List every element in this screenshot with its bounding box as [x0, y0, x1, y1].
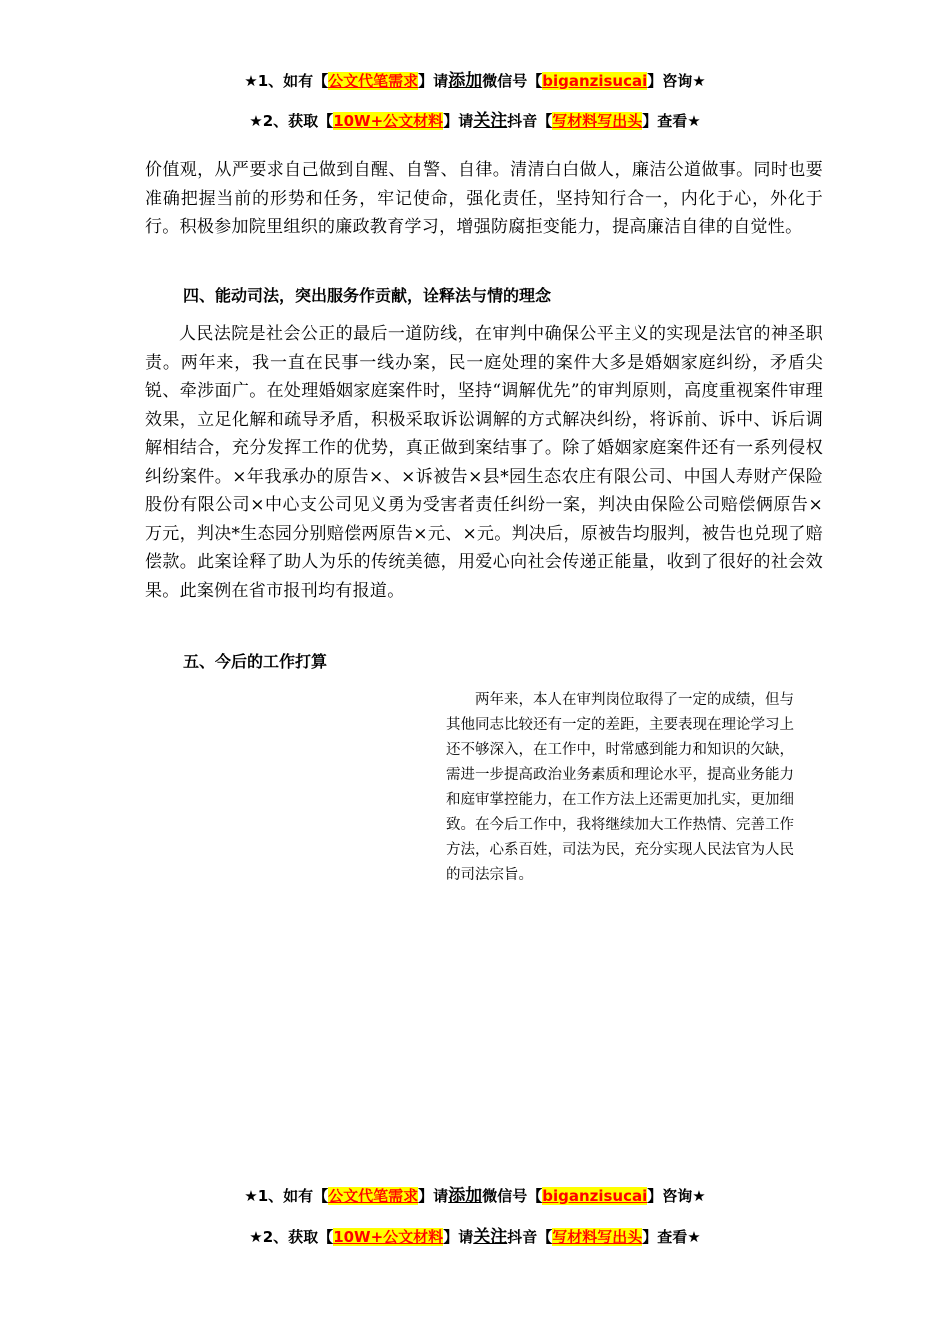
- paragraph-judicial-service: 人民法院是社会公正的最后一道防线，在审判中确保公平主义的实现是法官的神圣职责。两年来，我一直在民事一线办案，民一庭处理的案件大多是婚姻家庭纠纷，矛盾尖锐、牵涉面广。在处理婚姻家庭案件时，坚持“调解优先”的审判原则，高度重视案件审理效果，立足化解和疏导矛盾，积极采取诉讼调解的方式解决纠纷，将诉前、诉中、诉后调解相结合，充分发挥工作的优势，真正做到案结事了。除了婚姻家庭案件还有一系列侵权纠纷案件。×年我承办的原告×、×诉被告×县*园生态农庄有限公司、中国人寿财产保险股份有限公司×中心支公司见义勇为受害者责任纠纷一案，判决由保险公司赔偿俩原告×万元，判决*生态园分别赔偿两原告×元、×元。判决后，原被告均服判，被告也兑现了赔偿款。此案诠释了助人为乐的传统美德，用爱心向社会传递正能量，收到了很好的社会效果。此案例在省市报刊均有报道。: [145, 324, 823, 601]
- promo-banner-bottom-2: [0, 1224, 950, 1250]
- banner-text: 】请: [418, 72, 449, 90]
- banner-text: 微信号【: [482, 72, 543, 90]
- banner-text: 抖音【: [507, 1228, 553, 1246]
- banner-text: 】请: [443, 112, 474, 130]
- banner-text: 微信号【: [482, 1187, 543, 1205]
- banner-text: ★2、获取【: [249, 1228, 334, 1246]
- paragraph-future-plan: 两年来，本人在审判岗位取得了一定的成绩，但与其他同志比较还有一定的差距，主要表现在理论学习上还不够深入，在工作中，时常感到能力和知识的欠缺，需进一步提高政治业务素质和理论水平，提高业务能力和庭审掌控能力，在工作方法上还需更加扎实，更加细致。在今后工作中，我将继续加大工作热情、完善工作方法，心系百姓，司法为民，充分实现人民法官为人民的司法宗旨。: [446, 692, 794, 883]
- banner-text: ★1、如有【: [244, 1187, 329, 1205]
- banner-emphasis: 关注: [473, 1227, 508, 1247]
- highlight-materials: 10W+公文材料: [333, 1228, 444, 1246]
- highlight-douyin-account: 写材料写出头: [552, 112, 643, 130]
- highlight-douyin-account: 写材料写出头: [552, 1228, 643, 1246]
- banner-emphasis: 添加: [448, 1186, 483, 1206]
- banner-text: ★1、如有【: [244, 72, 329, 90]
- promo-banner-bottom-1: [0, 1183, 950, 1209]
- highlight-materials: 10W+公文材料: [333, 112, 444, 130]
- banner-text: 】查看★: [642, 1228, 701, 1246]
- highlight-wechat-id: biganzisucai: [542, 72, 648, 90]
- banner-text: 】请: [418, 1187, 449, 1205]
- banner-text: 】查看★: [642, 112, 701, 130]
- banner-emphasis: 添加: [448, 71, 483, 91]
- banner-text: 】咨询★: [647, 72, 706, 90]
- banner-emphasis: 关注: [473, 111, 508, 131]
- banner-text: 抖音【: [507, 112, 553, 130]
- banner-text: 】请: [443, 1228, 474, 1246]
- banner-text: ★2、获取【: [249, 112, 334, 130]
- highlight-wechat-id: biganzisucai: [542, 1187, 648, 1205]
- highlight-service: 公文代笔需求: [328, 1187, 419, 1205]
- promo-banner-top-2: [0, 108, 950, 134]
- paragraph-integrity: 价值观，从严要求自己做到自醒、自警、自律。清清白白做人，廉洁公道做事。同时也要准确把握当前的形势和任务，牢记使命，强化责任，坚持知行合一，内化于心，外化于行。积极参加院里组织的廉政教育学习，增强防腐拒变能力，提高廉洁自律的自觉性。: [145, 160, 823, 237]
- section-heading-4: 四、能动司法，突出服务作贡献，诠释法与情的理念: [183, 286, 552, 305]
- banner-text: 】咨询★: [647, 1187, 706, 1205]
- highlight-service: 公文代笔需求: [328, 72, 419, 90]
- section-heading-5: 五、今后的工作打算: [183, 652, 328, 671]
- promo-banner-top-1: [0, 68, 950, 94]
